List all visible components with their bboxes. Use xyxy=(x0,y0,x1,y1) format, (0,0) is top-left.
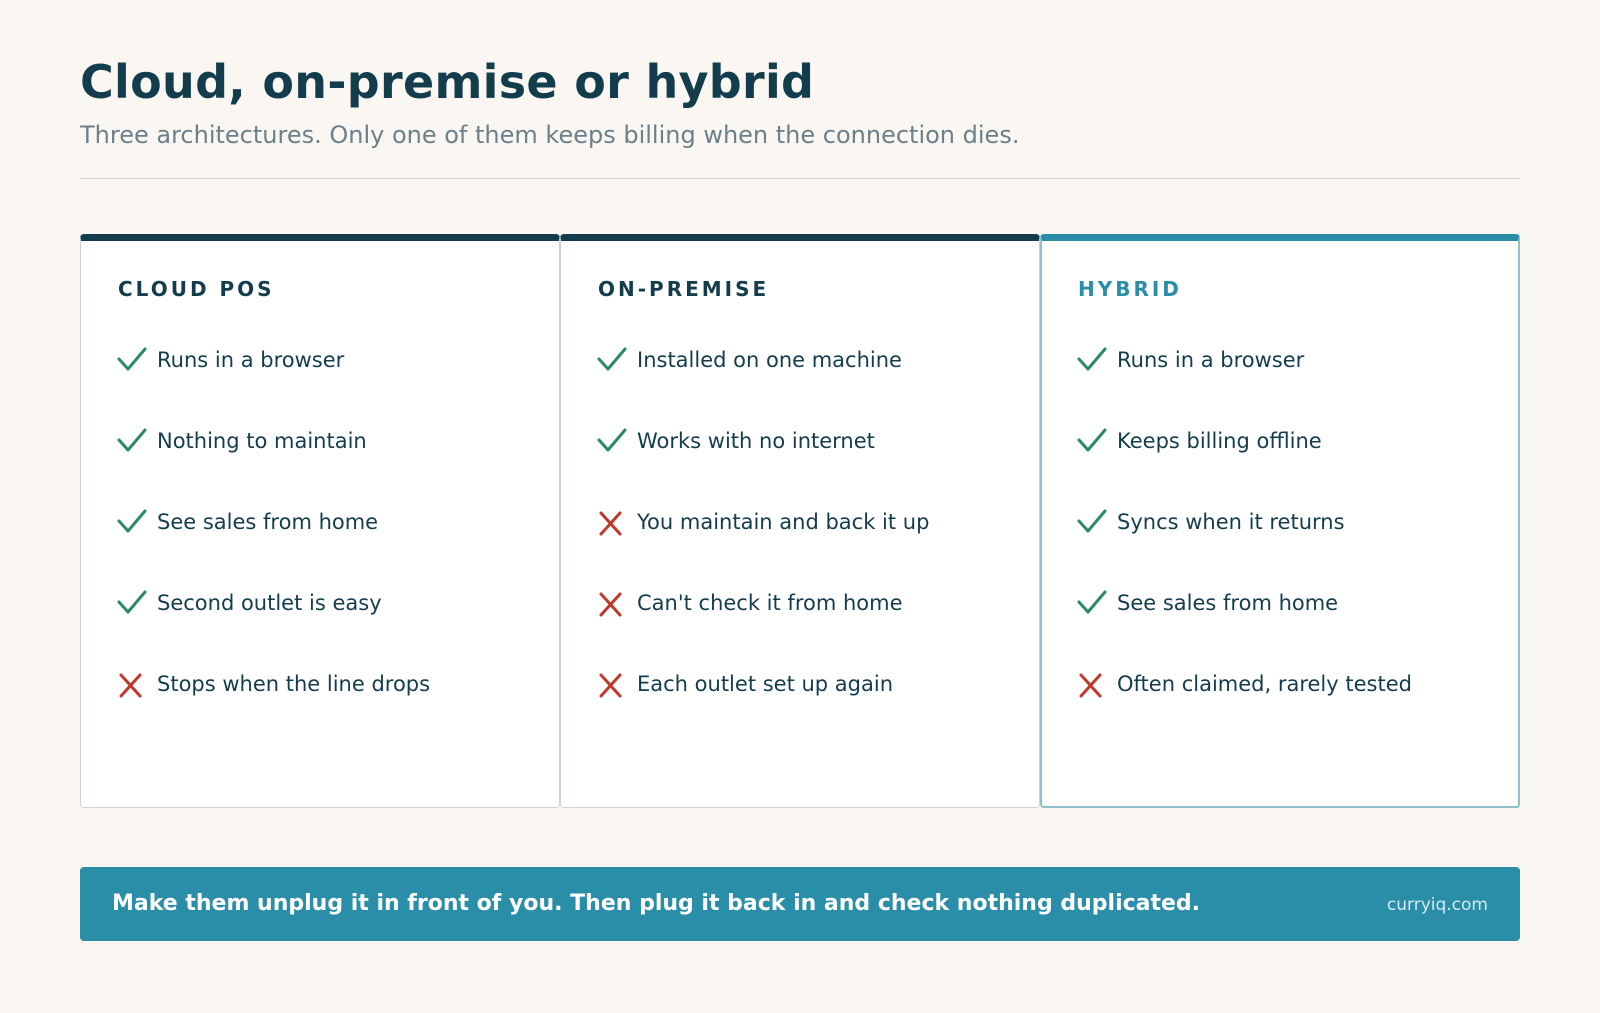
feature-label: Often claimed, rarely tested xyxy=(1117,672,1412,696)
column-title: ON-PREMISE xyxy=(598,277,770,301)
check-icon xyxy=(597,426,627,456)
column-hybrid xyxy=(1040,234,1520,808)
cross-icon xyxy=(597,507,627,537)
feature-label: Runs in a browser xyxy=(157,348,345,372)
check-icon xyxy=(1077,426,1107,456)
feature-item xyxy=(117,507,378,537)
cross-icon xyxy=(597,669,627,699)
cross-icon xyxy=(597,588,627,618)
check-icon xyxy=(1077,507,1107,537)
feature-label: Installed on one machine xyxy=(637,348,902,372)
feature-item xyxy=(1077,588,1338,618)
column-on-premise xyxy=(560,234,1040,808)
check-icon xyxy=(117,507,147,537)
cross-icon xyxy=(117,669,147,699)
check-icon xyxy=(597,345,627,375)
check-icon xyxy=(117,345,147,375)
feature-label: Can't check it from home xyxy=(637,591,903,615)
feature-item xyxy=(117,345,344,375)
banner-text: Make them unplug it in front of you. Then plug it back in and check nothing duplicated. xyxy=(112,891,1201,916)
feature-label: Each outlet set up again xyxy=(637,672,894,696)
column-cloud-pos xyxy=(80,234,560,808)
feature-item xyxy=(597,345,902,375)
cross-icon xyxy=(1077,669,1107,699)
feature-item xyxy=(1077,345,1304,375)
feature-item xyxy=(117,588,382,618)
feature-label: Stops when the line drops xyxy=(157,672,431,696)
page-title: Cloud, on-premise or hybrid xyxy=(80,55,815,109)
column-title: HYBRID xyxy=(1078,277,1182,301)
feature-label: See sales from home xyxy=(157,510,379,534)
feature-label: Keeps billing offline xyxy=(1117,429,1322,453)
feature-label: See sales from home xyxy=(1117,591,1339,615)
feature-label: Syncs when it returns xyxy=(1117,510,1345,534)
feature-label: Runs in a browser xyxy=(1117,348,1305,372)
callout-banner xyxy=(80,867,1520,941)
feature-item xyxy=(1077,426,1322,456)
page-subtitle: Three architectures. Only one of them keeps billing when the connection dies. xyxy=(80,121,1020,149)
feature-item xyxy=(597,507,929,537)
check-icon xyxy=(1077,345,1107,375)
banner-site-link[interactable]: curryiq.com xyxy=(1386,895,1488,915)
comparison-columns xyxy=(80,234,1520,808)
feature-item xyxy=(597,588,903,618)
header-divider xyxy=(80,178,1520,179)
feature-label: You maintain and back it up xyxy=(637,510,930,534)
column-title: CLOUD POS xyxy=(118,277,275,301)
feature-item xyxy=(597,426,875,456)
feature-item xyxy=(597,669,893,699)
feature-item xyxy=(117,669,430,699)
feature-label: Nothing to maintain xyxy=(157,429,367,453)
feature-label: Works with no internet xyxy=(637,429,875,453)
feature-item xyxy=(1077,669,1412,699)
check-icon xyxy=(117,588,147,618)
feature-label: Second outlet is easy xyxy=(157,591,382,615)
check-icon xyxy=(117,426,147,456)
feature-item xyxy=(117,426,367,456)
feature-item xyxy=(1077,507,1345,537)
check-icon xyxy=(1077,588,1107,618)
